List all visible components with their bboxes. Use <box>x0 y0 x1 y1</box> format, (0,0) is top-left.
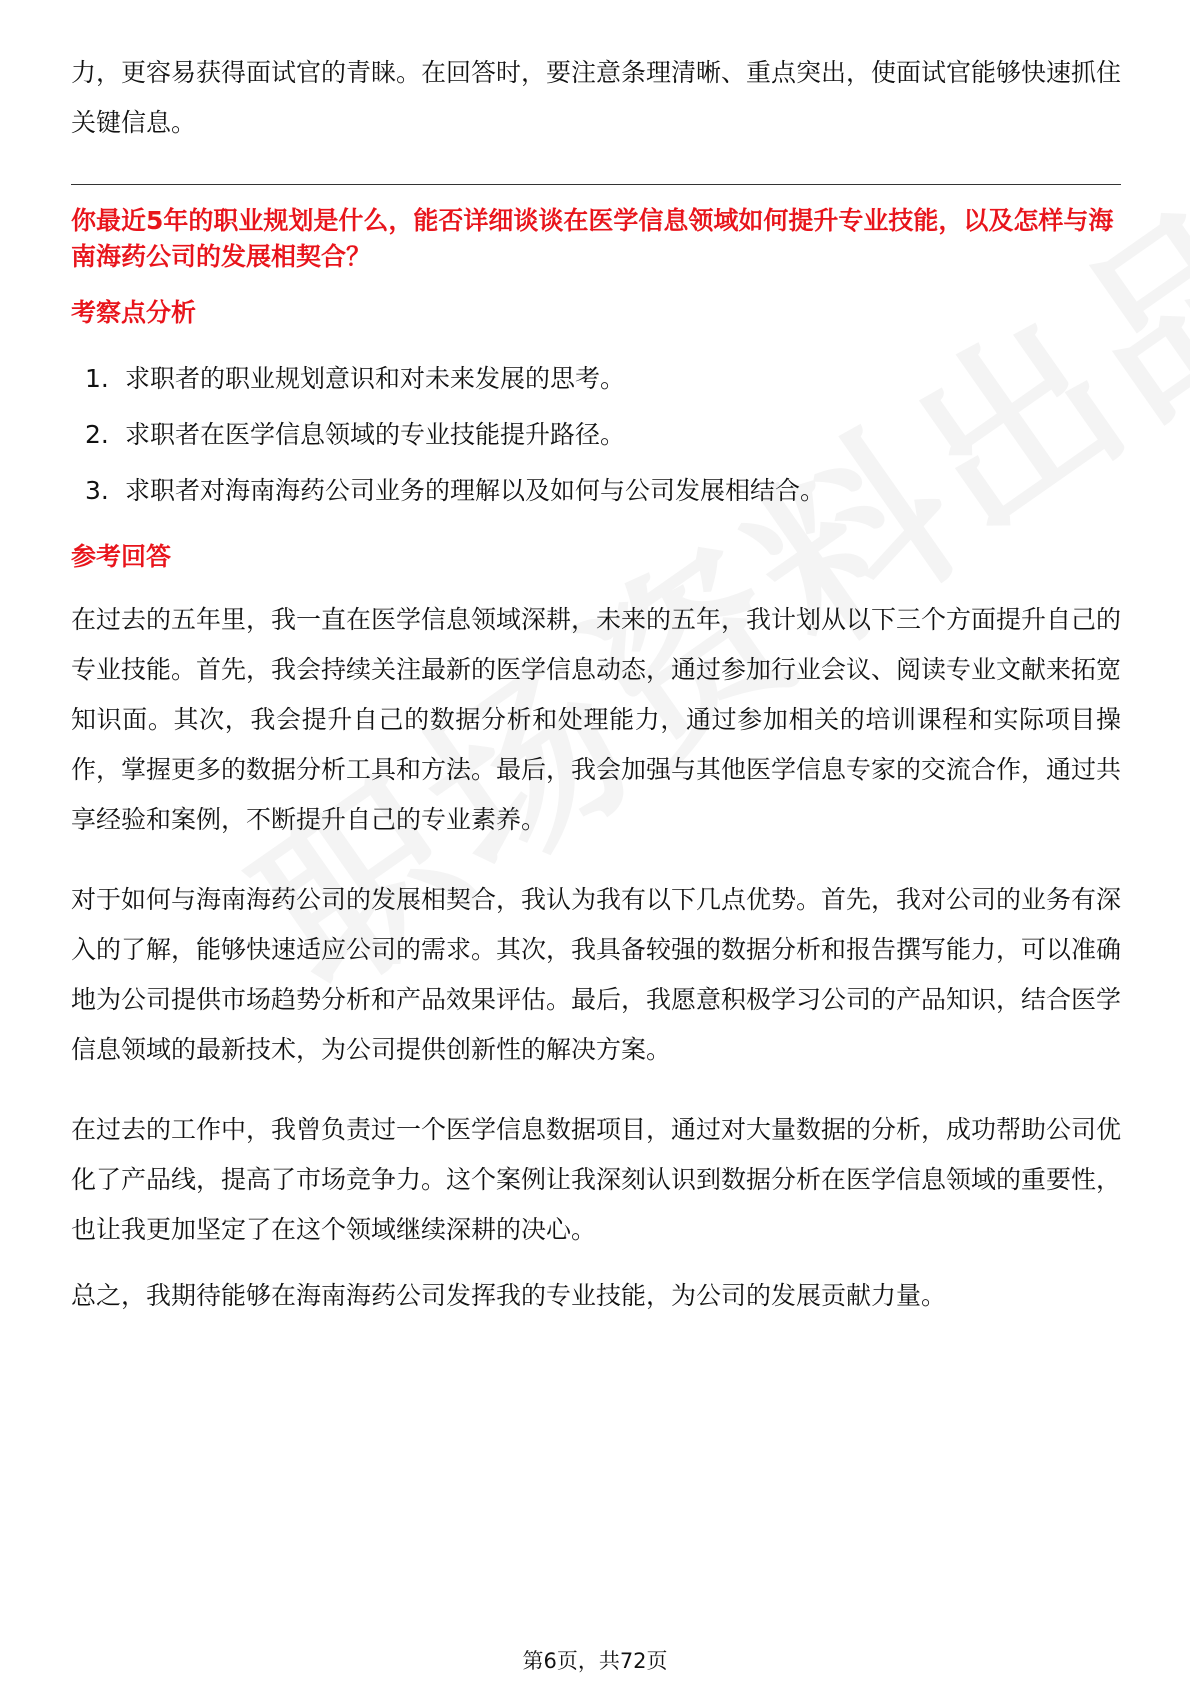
list-item-text: 求职者的职业规划意识和对未来发展的思考。 <box>125 364 626 393</box>
list-item-number: 2. <box>85 420 109 449</box>
answer-paragraph: 在过去的五年里，我一直在医学信息领域深耕，未来的五年，我计划从以下三个方面提升自己的专业技能。首先，我会持续关注最新的医学信息动态，通过参加行业会议、阅读专业文献来拓宽知识面。其次，我会提升自己的数据分析和处理能力，通过参加相关的培训课程和实际项目操作，掌握更多的数据分析工具和方法。最后，我会加强与其他医学信息专家的交流合作，通过共享经验和案例，不断提升自己的专业素养。 <box>71 605 1122 834</box>
answer-paragraph: 在过去的工作中，我曾负责过一个医学信息数据项目，通过对大量数据的分析，成功帮助公司优化了产品线，提高了市场竞争力。这个案例让我深刻认识到数据分析在医学信息领域的重要性，也让我更加坚定了在这个领域继续深耕的决心。 <box>71 1115 1122 1244</box>
analysis-title: 考察点分析 <box>71 298 197 327</box>
question-heading: 你最近5年的职业规划是什么，能否详细谈谈在医学信息领域如何提升专业技能，以及怎样与海南海药公司的发展相契合？ <box>71 206 1114 271</box>
section-divider <box>71 184 1121 185</box>
answer-paragraph: 对于如何与海南海药公司的发展相契合，我认为我有以下几点优势。首先，我对公司的业务有深入的了解，能够快速适应公司的需求。其次，我具备较强的数据分析和报告撰写能力，可以准确地为公司提供市场趋势分析和产品效果评估。最后，我愿意积极学习公司的产品知识，结合医学信息领域的最新技术，为公司提供创新性的解决方案。 <box>71 885 1122 1064</box>
intro-paragraph: 力，更容易获得面试官的青睐。在回答时，要注意条理清晰、重点突出，使面试官能够快速抓住关键信息。 <box>71 58 1122 137</box>
analysis-list <box>71 351 1121 519</box>
list-item-text: 求职者在医学信息领域的专业技能提升路径。 <box>125 420 626 449</box>
list-item <box>71 407 1121 463</box>
answer-paragraph: 总之，我期待能够在海南海药公司发挥我的专业技能，为公司的发展贡献力量。 <box>71 1281 947 1310</box>
list-item-number: 1. <box>85 364 109 393</box>
list-item-number: 3. <box>85 476 109 505</box>
list-item <box>71 463 1121 519</box>
list-item <box>71 351 1121 407</box>
page-content <box>71 48 1121 1321</box>
list-item-text: 求职者对海南海药公司业务的理解以及如何与公司发展相结合。 <box>125 476 826 505</box>
answer-title: 参考回答 <box>71 542 172 571</box>
page-number: 第6页，共72页 <box>522 1649 668 1673</box>
